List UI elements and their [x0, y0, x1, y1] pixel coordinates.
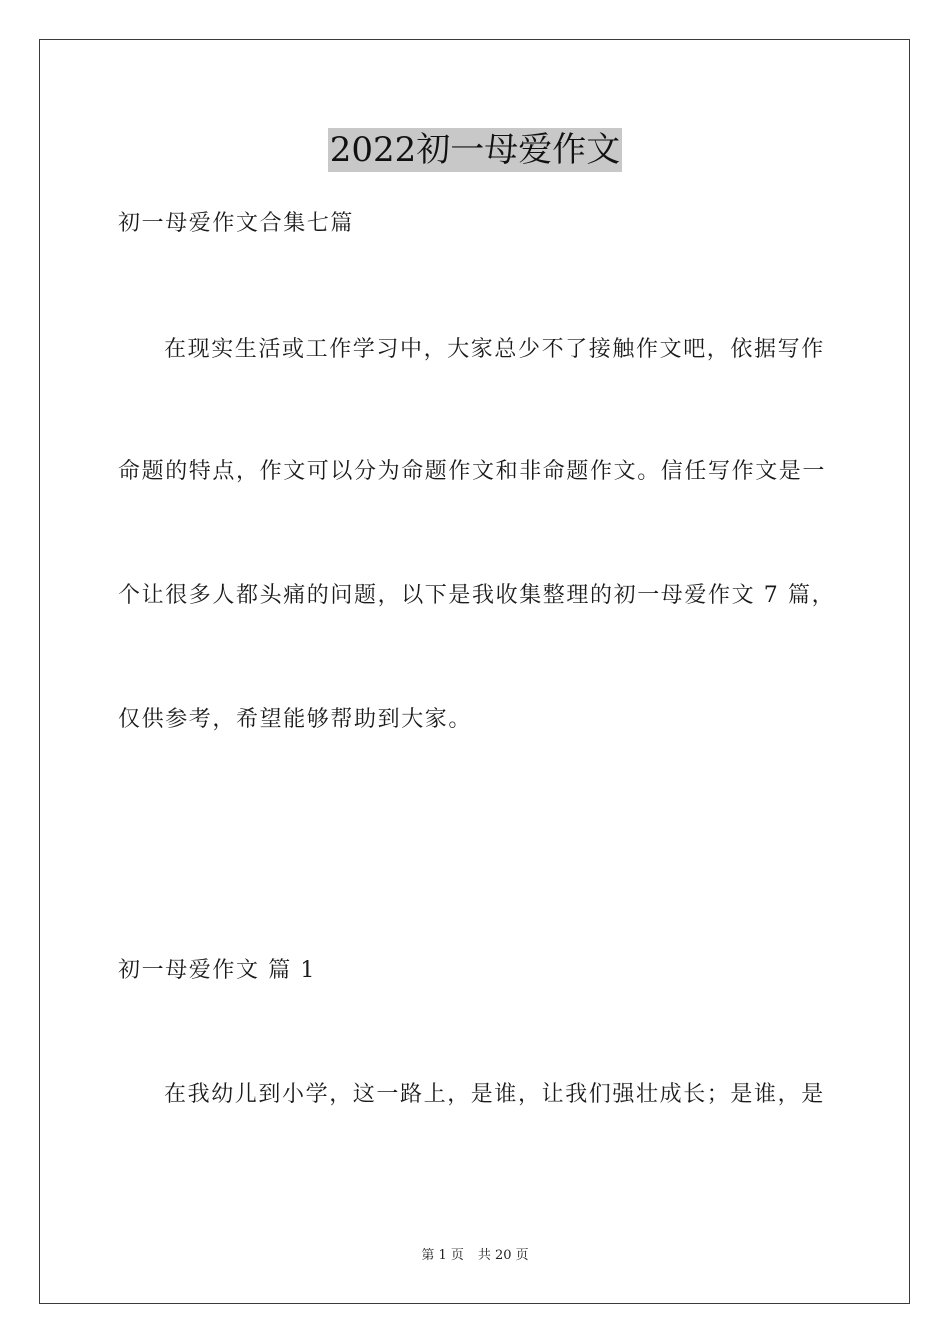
page-total: 共 20 页	[477, 1248, 529, 1263]
document-title: 2022初一母爱作文	[329, 130, 621, 170]
intro-line: 仅供参考，希望能够帮助到大家。	[118, 707, 473, 732]
intro-line: 命题的特点，作文可以分为命题作文和非命题作文。信任写作文是一	[118, 459, 827, 484]
intro-line: 个让很多人都头痛的问题，以下是我收集整理的初一母爱作文 7 篇，	[118, 583, 836, 608]
title-container	[0, 128, 950, 172]
document-subtitle: 初一母爱作文合集七篇	[118, 211, 355, 236]
page-footer	[0, 1247, 950, 1265]
intro-line: 在现实生活或工作学习中，大家总少不了接触作文吧，依据写作	[164, 337, 825, 362]
section-heading: 初一母爱作文 篇 1	[118, 958, 316, 983]
body-line: 在我幼儿到小学，这一路上，是谁，让我们强壮成长；是谁，是	[164, 1082, 825, 1107]
page-number: 第 1 页	[421, 1248, 464, 1263]
